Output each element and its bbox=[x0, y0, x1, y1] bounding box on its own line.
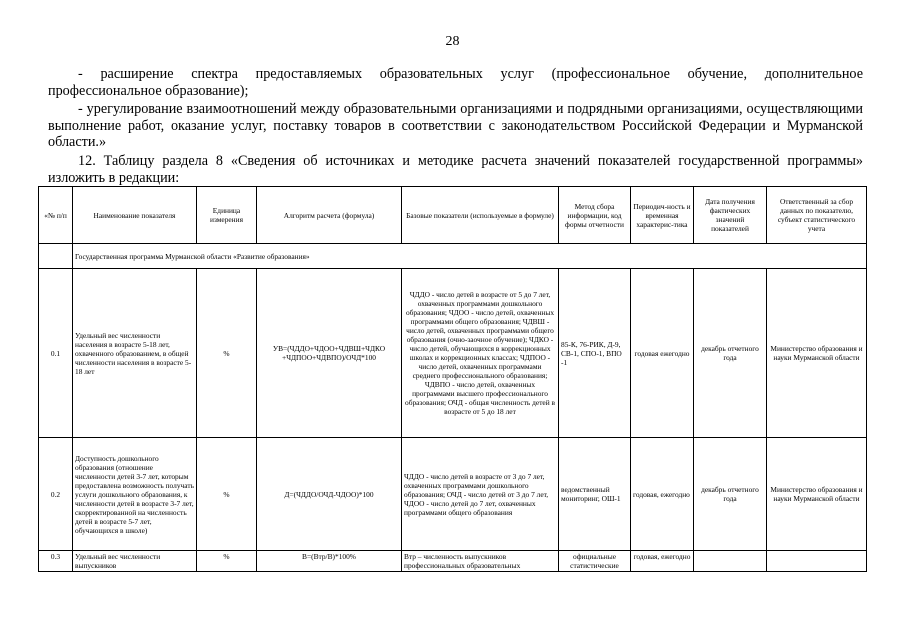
section-row bbox=[39, 244, 867, 269]
row-base: ЧДДО - число детей в возрасте от 3 до 7 лет, охваченных программами дошкольного образования; ОЧД - число детей от 3 до 7 лет, ЧДОО - число детей до 7 лет, охваченных программами общего образования bbox=[402, 438, 559, 551]
header-unit: Единица измерения bbox=[197, 187, 257, 244]
row-formula: В=(Втр/В)*100% bbox=[257, 551, 402, 572]
row-name: Доступность дошкольного образования (отношение численности детей 3-7 лет, которым предоставлена возможность получать услуги дошкольного образования, к численности детей в возрасте 3-7 лет, скорректированной на численность детей в возрасте 5-7 лет, обучающихся в школе) bbox=[73, 438, 197, 551]
row-responsible: Министерство образования и науки Мурманской области bbox=[767, 269, 867, 438]
header-date: Дата получения фактических значений показателей bbox=[694, 187, 767, 244]
header-responsible: Ответственный за сбор данных по показателю, субъект статистического учета bbox=[767, 187, 867, 244]
row-period: годовая, ежегодно bbox=[631, 438, 694, 551]
row-name: Удельный вес численности выпускников bbox=[73, 551, 197, 572]
paragraph-table-intro bbox=[48, 153, 863, 186]
row-period: годовая, ежегодно bbox=[631, 551, 694, 572]
row-method: ведомственный мониторинг, ОШ-1 bbox=[559, 438, 631, 551]
header-collection-method: Метод сбора информации, код формы отчетности bbox=[559, 187, 631, 244]
row-num: 0.2 bbox=[39, 438, 73, 551]
row-formula: УВ=(ЧДДО+ЧДОО+ЧДВШ+ЧДКО +ЧДПОО+ЧДВПО)/ОЧД*100 bbox=[257, 269, 402, 438]
row-date bbox=[694, 551, 767, 572]
header-indicator-name: Наименование показателя bbox=[73, 187, 197, 244]
row-unit: % bbox=[197, 551, 257, 572]
row-num: 0.1 bbox=[39, 269, 73, 438]
table-row bbox=[39, 269, 867, 438]
paragraph-services-expansion bbox=[48, 66, 863, 99]
row-num: 0.3 bbox=[39, 551, 73, 572]
row-method: 85-К, 76-РИК, Д-9, СВ-1, СПО-1, ВПО -1 bbox=[559, 269, 631, 438]
header-num: «№ п/п bbox=[39, 187, 73, 244]
indicators-table bbox=[38, 186, 867, 572]
row-responsible bbox=[767, 551, 867, 572]
row-method: официальные статистические bbox=[559, 551, 631, 572]
page-number: 28 bbox=[445, 34, 460, 49]
row-base: ЧДДО - число детей в возрасте от 5 до 7 лет, охваченных программами дошкольного образования; ЧДОО - число детей, охваченных программами общего образования; ЧДВШ - число детей, охваченных программами общего образования (очно-заочное обучение); ЧДКО - число детей, обучающихся в коррекционных школах и коррекционных классах; ЧДПОО - число детей, охваченных программами среднего профессионального образования; ЧДВПО - число детей, охваченных программами высшего профессионального образования; ОЧД - общая численность детей в возрасте от 5 до 18 лет bbox=[402, 269, 559, 438]
header-formula: Алгоритм расчета (формула) bbox=[257, 187, 402, 244]
table-row bbox=[39, 438, 867, 551]
row-date: декабрь отчетного года bbox=[694, 438, 767, 551]
paragraph-relations-regulation bbox=[48, 101, 863, 151]
section-title: Государственная программа Мурманской области «Развитие образования» bbox=[73, 244, 867, 269]
table-header-row bbox=[39, 187, 867, 244]
row-formula: Д=(ЧДДО/ОЧД-ЧДОО)*100 bbox=[257, 438, 402, 551]
table-row bbox=[39, 551, 867, 572]
row-unit: % bbox=[197, 269, 257, 438]
row-base: Втр – численность выпускников профессиональных образовательных bbox=[402, 551, 559, 572]
paragraph-text: - расширение спектра предоставляемых образовательных услуг (профессиональное обучение, дополнительное профессиональное образование); bbox=[48, 66, 863, 99]
header-periodicity: Периодич-ность и временная характерис-тика bbox=[631, 187, 694, 244]
row-responsible: Министерство образования и науки Мурманской области bbox=[767, 438, 867, 551]
paragraph-text: 12. Таблицу раздела 8 «Сведения об источниках и методике расчета значений показателей государственной программы» изложить в редакции: bbox=[48, 153, 863, 186]
header-base-indicators: Базовые показатели (используемые в формуле) bbox=[402, 187, 559, 244]
row-name: Удельный вес численности населения в возрасте 5-18 лет, охваченного образованием, в общей численности населения в возрасте 5-18 лет bbox=[73, 269, 197, 438]
row-period: годовая ежегодно bbox=[631, 269, 694, 438]
row-date: декабрь отчетного года bbox=[694, 269, 767, 438]
paragraph-text: - урегулирование взаимоотношений между образовательными организациями и подрядными организациями, осуществляющими выполнение работ, оказание услуг, поставку товаров в соответствии с законодательством Российской Федерации и Мурманской области.» bbox=[48, 101, 863, 150]
row-unit: % bbox=[197, 438, 257, 551]
section-empty-cell bbox=[39, 244, 73, 269]
